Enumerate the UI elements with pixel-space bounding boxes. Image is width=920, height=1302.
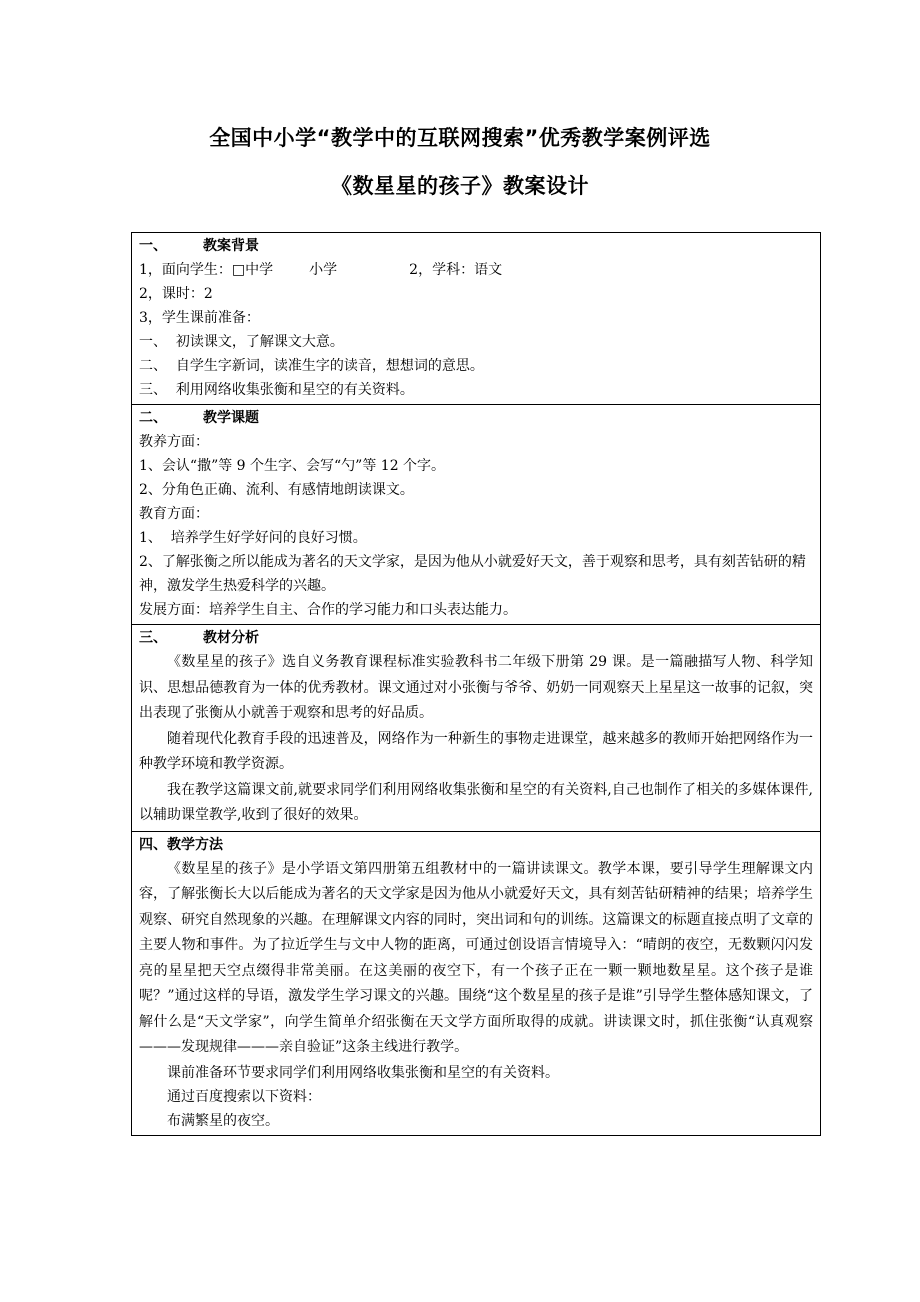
text-paragraph: 2、了解张衡之所以能成为著名的天文学家，是因为他从小就爱好天文，善于观察和思考，具有刻苦钻研的精神，激发学生热爱科学的兴趣。 bbox=[139, 554, 806, 594]
text-line: 三、 利用网络收集张衡和星空的有关资料。 bbox=[139, 382, 414, 398]
text-line: 发展方面：培养学生自主、合作的学习能力和口头表达能力。 bbox=[139, 602, 517, 618]
section-heading: 二、 教学课题 bbox=[139, 410, 259, 426]
text-paragraph: 《数星星的孩子》是小学语文第四册第五组教材中的一篇讲读课文。教学本课，要引导学生理解课文内容，了解张衡长大以后能成为著名的天文学家是因为他从小就爱好天文，具有刻苦钻研精神的结果；培养学生观察、研究自然现象的兴趣。在理解课文内容的同时，突出词和句的训练。这篇课文的标题直接点明了文章的主要人物和事件。为了拉近学生与文中人物的距离，可通过创设语言情境导入：“晴朗的夜空，无数颗闪闪发亮的星星把天空点缀得非常美丽。在这美丽的夜空下，有一个孩子正在一颗一颗地数星星。这个孩子是谁呢？”通过这样的导语，激发学生学习课文的兴趣。围绕“这个数星星的孩子是谁”引导学生整体感知课文，了解什么是“天文学家”，向学生简单介绍张衡在天文学方面所取得的成就。讲读课文时，抓住张衡“认真观察———发现规律———亲自验证”这条主线进行教学。 bbox=[139, 860, 813, 1055]
text-paragraph: 《数星星的孩子》选自义务教育课程标准实验教科书二年级下册第 29 课。是一篇融描写人物、科学知识、思想品德教育为一体的优秀教材。课文通过对小张衡与爷爷、奶奶一同观察天上星星这一故事的记叙，突出表现了张衡从小就善于观察和思考的好品质。 bbox=[139, 654, 813, 721]
text-line: 3，学生课前准备： bbox=[139, 310, 260, 326]
document-title: 全国中小学“教学中的互联网搜索”优秀教学案例评选 bbox=[209, 126, 711, 150]
text-line: 二、 自学生字新词，读准生字的读音，想想词的意思。 bbox=[139, 358, 484, 374]
text-line: 1、 培养学生好学好问的良好习惯。 bbox=[139, 530, 367, 546]
text-line: 通过百度搜索以下资料： bbox=[167, 1088, 321, 1105]
text-line: 1、会认“撒”等 9 个生字、会写“勺”等 12 个字。 bbox=[139, 458, 446, 474]
middle-school-checkbox: □中学 bbox=[231, 262, 274, 278]
target-students-line: 1，面向学生：□中学 小学 2，学科：语文 bbox=[139, 262, 503, 278]
text-line: 教育方面： bbox=[139, 506, 209, 522]
text-line: 教养方面： bbox=[139, 434, 209, 450]
lesson-plan-title: 《数星星的孩子》教案设计 bbox=[331, 174, 589, 198]
text-line: 布满繁星的夜空。 bbox=[167, 1112, 279, 1129]
section-heading: 四、教学方法 bbox=[139, 836, 223, 853]
section-topic bbox=[132, 405, 821, 625]
text-paragraph: 我在教学这篇课文前,就要求同学们利用网络收集张衡和星空的有关资料,自己也制作了相关的多媒体课件,以辅助课堂教学,收到了很好的效果。 bbox=[139, 781, 813, 823]
lesson-plan-table bbox=[131, 232, 821, 1136]
section-heading: 三、 教材分析 bbox=[139, 630, 259, 646]
text-line: 2、分角色正确、流利、有感情地朗读课文。 bbox=[139, 482, 414, 498]
section-teaching-method bbox=[132, 831, 821, 1135]
text-line: 课前准备环节要求同学们利用网络收集张衡和星空的有关资料。 bbox=[167, 1064, 559, 1081]
section-heading: 一、 教案背景 bbox=[139, 238, 259, 254]
section-material-analysis bbox=[132, 625, 821, 832]
text-paragraph: 随着现代化教育手段的迅速普及，网络作为一种新生的事物走进课堂，越来越多的教师开始把网络作为一种教学环境和教学资源。 bbox=[139, 730, 813, 772]
section-background bbox=[132, 233, 821, 405]
text-line: 2，课时：2 bbox=[139, 286, 213, 302]
text-line: 一、 初读课文，了解课文大意。 bbox=[139, 334, 344, 350]
